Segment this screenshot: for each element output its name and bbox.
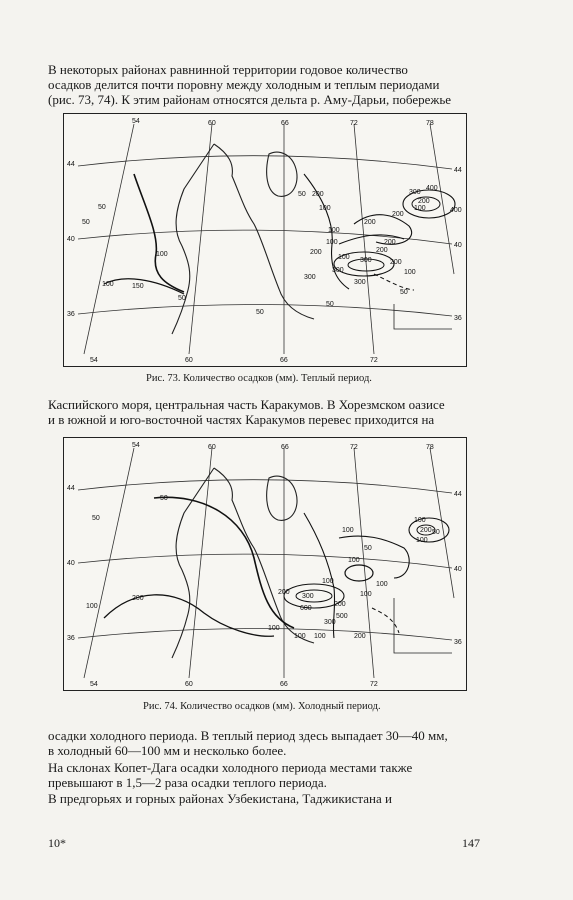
coastline xyxy=(214,144,314,319)
end-paragraph-1 xyxy=(48,728,488,758)
isoline-label: 200 xyxy=(132,595,144,602)
meridian-label: 78 xyxy=(426,444,434,451)
parallel-label: 44 xyxy=(67,485,75,492)
coastline xyxy=(214,468,314,643)
isoline-label: 200 xyxy=(354,633,366,640)
isoline-label: 100 xyxy=(314,633,326,640)
isoline-label: 50 xyxy=(178,295,186,302)
isoline xyxy=(354,215,412,245)
isoline xyxy=(134,174,184,292)
meridian-label: 60 xyxy=(208,120,216,127)
isoline-label: 100 xyxy=(404,269,416,276)
end-paragraph-3 xyxy=(48,791,488,806)
isoline-label: 200 xyxy=(420,527,432,534)
isoline-label: 100 xyxy=(326,239,338,246)
parallel-label: 40 xyxy=(67,236,75,243)
intro-paragraph xyxy=(48,62,488,107)
meridian-label: 54 xyxy=(90,681,98,688)
isoline-label: 300 xyxy=(302,593,314,600)
parallel-line xyxy=(78,554,452,568)
border-line xyxy=(394,598,452,653)
isoline-label: 100 xyxy=(86,603,98,610)
isoline-label: 200 xyxy=(312,191,324,198)
isoline-label: 50 xyxy=(92,515,100,522)
isoline-label: 100 xyxy=(322,578,334,585)
meridian-label: 54 xyxy=(132,442,140,449)
isoline-label: 200 xyxy=(310,249,322,256)
parallel-line xyxy=(78,480,452,493)
isoline-label: 200 xyxy=(384,239,396,246)
isoline-label: 200 xyxy=(334,601,346,608)
meridian-label: 78 xyxy=(426,120,434,127)
isoline-label: 50 xyxy=(256,309,264,316)
text-line: Каспийского моря, центральная часть Каракумов. В Хорезмском оазисе xyxy=(48,397,445,412)
isoline-label: 500 xyxy=(336,613,348,620)
isoline-label: 50 xyxy=(82,219,90,226)
map-74-drawing xyxy=(64,438,466,690)
parallel-line xyxy=(78,628,452,640)
isoline-label: 100 xyxy=(414,205,426,212)
isoline-label: 300 xyxy=(304,274,316,281)
isoline-label: 200 xyxy=(278,589,290,596)
isoline-label: 100 xyxy=(328,227,340,234)
parallel-line xyxy=(78,156,452,169)
text-line: осадки холодного периода. В теплый период здесь выпадает 30—40 мм, xyxy=(48,728,448,743)
map-73-drawing xyxy=(64,114,466,366)
isoline-label: 100 xyxy=(156,251,168,258)
meridian-label: 66 xyxy=(281,444,289,451)
isoline-label: 100 xyxy=(338,254,350,261)
parallel-label: 36 xyxy=(454,315,462,322)
isoline-label: 50 xyxy=(364,545,372,552)
meridian-label: 54 xyxy=(132,118,140,125)
meridian-line xyxy=(430,448,454,598)
parallel-label: 40 xyxy=(67,560,75,567)
isoline-label: 300 xyxy=(324,619,336,626)
isoline-label: 50 xyxy=(98,204,106,211)
isoline-label: 300 xyxy=(409,189,421,196)
aral-sea-outline xyxy=(267,476,297,520)
isoline-label: 100 xyxy=(414,517,426,524)
meridian-label: 72 xyxy=(350,444,358,451)
isoline-label: 50 xyxy=(298,191,306,198)
meridian-label: 60 xyxy=(208,444,216,451)
parallel-label: 44 xyxy=(454,491,462,498)
isoline-label: 150 xyxy=(132,283,144,290)
page-number: 147 xyxy=(462,836,480,850)
meridian-label: 66 xyxy=(280,681,288,688)
isoline-label: 200 xyxy=(376,247,388,254)
meridian-line xyxy=(430,124,454,274)
isoline-label: 200 xyxy=(418,198,430,205)
isoline-label: 100 xyxy=(348,557,360,564)
text-line: (рис. 73, 74). К этим районам относятся дельта р. Аму-Дарьи, побережье xyxy=(48,92,452,107)
isoline-label: 50 xyxy=(432,529,440,536)
meridian-line xyxy=(189,124,212,354)
isoline-dashed xyxy=(372,608,399,633)
isoline-label: 100 xyxy=(376,581,388,588)
isoline-label: 600 xyxy=(300,605,312,612)
parallel-label: 44 xyxy=(67,161,75,168)
isoline-label: 100 xyxy=(102,281,114,288)
text-line: На склонах Копет-Дага осадки холодного периода местами также xyxy=(48,760,413,775)
isoline-label: 100 xyxy=(294,633,306,640)
meridian-label: 60 xyxy=(185,357,193,364)
meridian-label: 72 xyxy=(370,357,378,364)
meridian-label: 72 xyxy=(370,681,378,688)
isoline-label: 200 xyxy=(392,211,404,218)
isoline-label: 50 xyxy=(326,301,334,308)
signature-mark: 10* xyxy=(48,836,66,850)
text-line: и в южной и юго-восточной частях Каракумов перевес приходится на xyxy=(48,412,435,427)
parallel-label: 40 xyxy=(454,566,462,573)
parallel-label: 36 xyxy=(67,311,75,318)
meridian-line xyxy=(84,124,134,354)
isoline-label: 50 xyxy=(400,289,408,296)
figure-74-map xyxy=(63,437,467,691)
text-line: в холодный 60—100 мм и несколько более. xyxy=(48,743,287,758)
meridian-label: 66 xyxy=(280,357,288,364)
parallel-line xyxy=(78,304,452,316)
meridian-line xyxy=(354,124,374,354)
parallel-label: 44 xyxy=(454,167,462,174)
text-line: В некоторых районах равнинной территории годовое количество xyxy=(48,62,408,77)
figure-73-caption: Рис. 73. Количество осадков (мм). Теплый период. xyxy=(146,373,372,384)
meridian-line xyxy=(84,448,134,678)
isoline-label: 50 xyxy=(160,495,168,502)
figure-74-caption: Рис. 74. Количество осадков (мм). Холодный период. xyxy=(143,701,381,712)
aral-sea-outline xyxy=(267,152,297,196)
meridian-label: 60 xyxy=(185,681,193,688)
isoline-label: 100 xyxy=(360,591,372,598)
isoline-dashed xyxy=(374,274,414,290)
isoline-label: 300 xyxy=(354,279,366,286)
isoline-label: 400 xyxy=(450,207,462,214)
isoline-label: 400 xyxy=(426,185,438,192)
isoline xyxy=(345,565,373,581)
isoline-label: 200 xyxy=(390,259,402,266)
isoline-label: 300 xyxy=(360,257,372,264)
middle-paragraph xyxy=(48,397,488,427)
meridian-label: 66 xyxy=(281,120,289,127)
text-line: осадков делится почти поровну между холодным и теплым периодами xyxy=(48,77,440,92)
border-line xyxy=(394,304,452,329)
parallel-label: 40 xyxy=(454,242,462,249)
meridian-label: 54 xyxy=(90,357,98,364)
meridian-label: 72 xyxy=(350,120,358,127)
isoline-label: 200 xyxy=(364,219,376,226)
figure-73-map xyxy=(63,113,467,367)
end-paragraph-2 xyxy=(48,760,488,790)
isoline-label: 300 xyxy=(332,267,344,274)
text-line: превышают в 1,5—2 раза осадки теплого периода. xyxy=(48,775,327,790)
parallel-label: 36 xyxy=(67,635,75,642)
isoline-label: 100 xyxy=(319,205,331,212)
text-line: В предгорьях и горных районах Узбекистана, Таджикистана и xyxy=(48,791,392,806)
isoline-label: 100 xyxy=(342,527,354,534)
meridian-line xyxy=(189,448,212,678)
parallel-label: 36 xyxy=(454,639,462,646)
isoline-label: 100 xyxy=(416,537,428,544)
isoline-label: 100 xyxy=(268,625,280,632)
